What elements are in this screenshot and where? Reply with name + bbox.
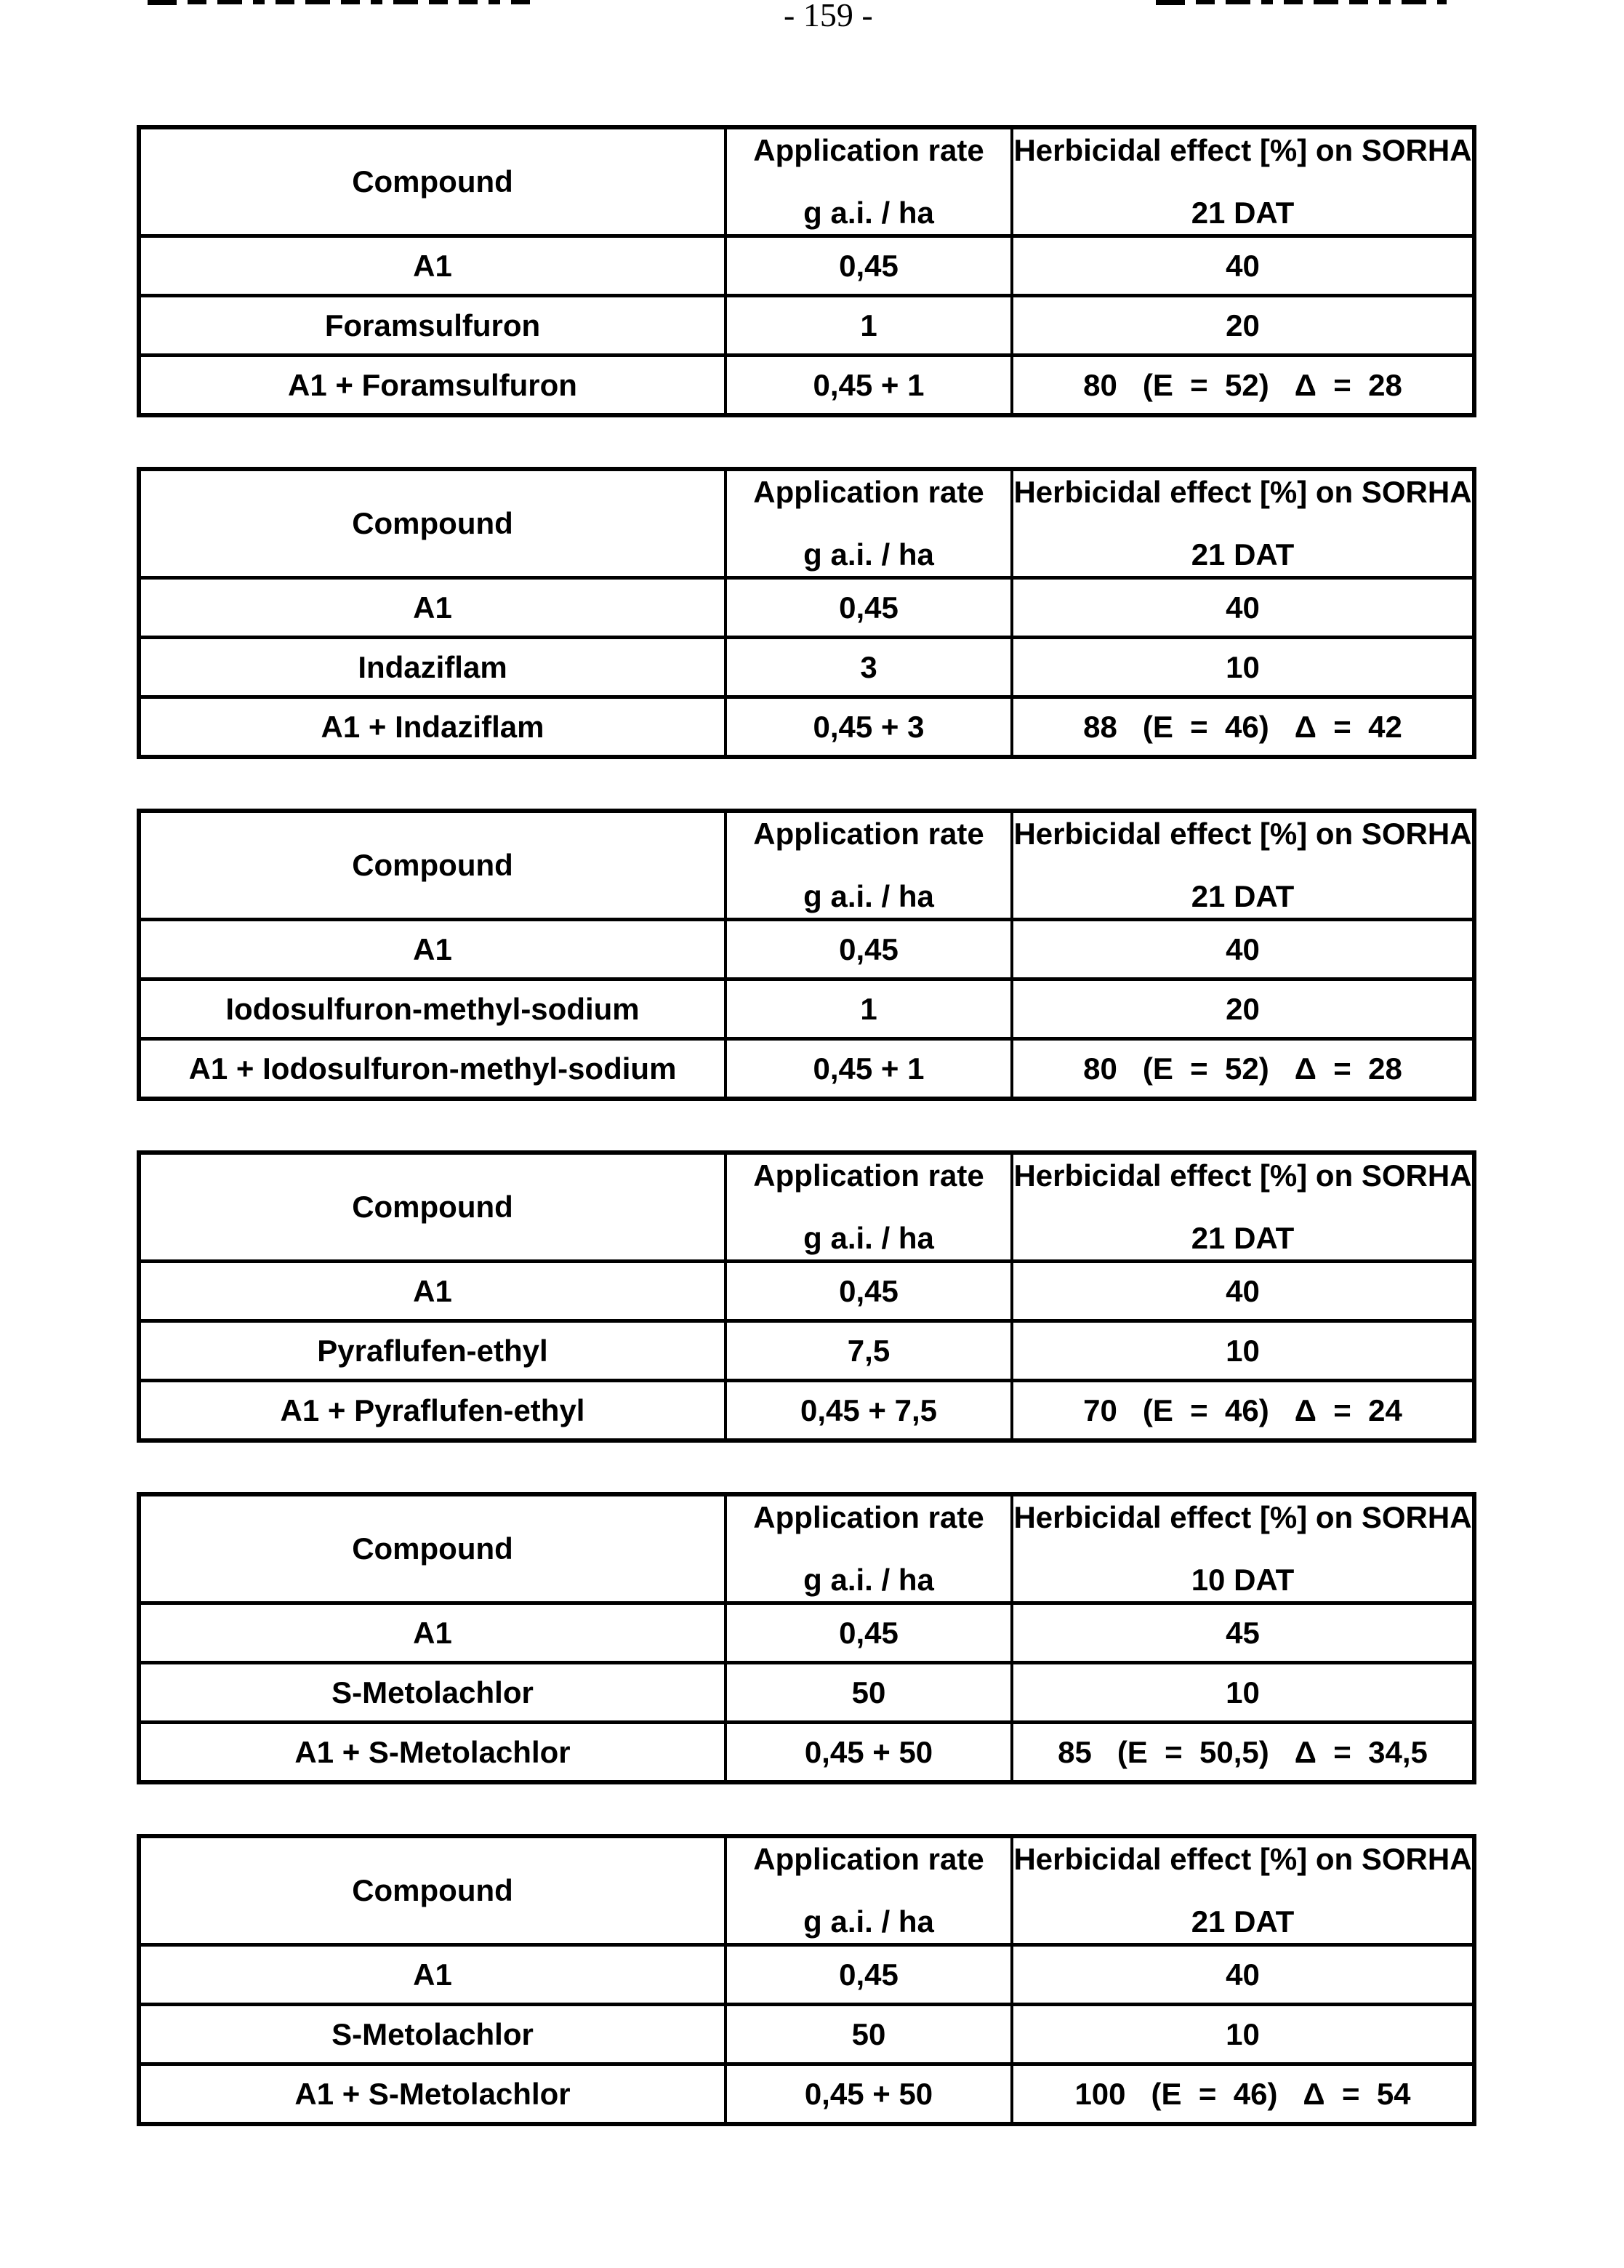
effect-cell: 10 xyxy=(1012,1321,1474,1381)
effect-cell: 10 xyxy=(1012,1663,1474,1723)
rate-cell: 0,45 + 7,5 xyxy=(725,1381,1012,1441)
rate-cell: 0,45 xyxy=(725,578,1012,638)
results-table xyxy=(137,809,1476,1101)
table-header-row xyxy=(139,1836,1474,1945)
compound-cell: A1 xyxy=(139,1945,725,2005)
results-table xyxy=(137,467,1476,759)
compound-header-cell xyxy=(139,1494,725,1603)
dat-label: 10 DAT xyxy=(1191,1563,1295,1597)
rate-cell: 0,45 xyxy=(725,1603,1012,1663)
compound-cell: S-Metolachlor xyxy=(139,2005,725,2064)
table-header-row xyxy=(139,127,1474,236)
table-header-row xyxy=(139,469,1474,578)
table-body xyxy=(139,578,1474,758)
unit-label: g a.i. / ha xyxy=(803,1563,934,1597)
table-row xyxy=(139,979,1474,1039)
herbicidal-effect-label: Herbicidal effect [%] on SORHA xyxy=(1013,133,1472,167)
rate-cell: 0,45 + 50 xyxy=(725,2064,1012,2125)
dat-label: 21 DAT xyxy=(1191,1221,1295,1255)
dat-label: 21 DAT xyxy=(1191,196,1295,230)
application-rate-label: Application rate xyxy=(753,1158,984,1193)
unit-label: g a.i. / ha xyxy=(803,1904,934,1939)
application-rate-label: Application rate xyxy=(753,1500,984,1534)
effect-cell: 40 xyxy=(1012,236,1474,296)
table-body xyxy=(139,1945,1474,2125)
compound-cell: A1 + S-Metolachlor xyxy=(139,2064,725,2125)
application-rate-header-cell xyxy=(725,1494,1012,1603)
table-row xyxy=(139,1603,1474,1663)
table-row xyxy=(139,1723,1474,1783)
table-header xyxy=(139,1836,1474,1945)
compound-header-label: Compound xyxy=(352,848,513,882)
rate-cell: 0,45 xyxy=(725,236,1012,296)
compound-header-label: Compound xyxy=(352,1873,513,1907)
table-body xyxy=(139,1603,1474,1783)
table-header xyxy=(139,469,1474,578)
table-header xyxy=(139,811,1474,920)
table-row xyxy=(139,1039,1474,1099)
table-body xyxy=(139,236,1474,416)
table-row xyxy=(139,1262,1474,1321)
herbicidal-effect-label: Herbicidal effect [%] on SORHA xyxy=(1013,817,1472,851)
unit-label: g a.i. / ha xyxy=(803,196,934,230)
compound-cell: Pyraflufen-ethyl xyxy=(139,1321,725,1381)
results-table xyxy=(137,1150,1476,1443)
results-table xyxy=(137,1492,1476,1784)
effect-cell: 40 xyxy=(1012,920,1474,979)
compound-cell: A1 + Iodosulfuron-methyl-sodium xyxy=(139,1039,725,1099)
application-rate-label: Application rate xyxy=(753,475,984,509)
compound-header-label: Compound xyxy=(352,1190,513,1224)
compound-cell: A1 xyxy=(139,1262,725,1321)
rate-cell: 7,5 xyxy=(725,1321,1012,1381)
compound-cell: A1 + S-Metolachlor xyxy=(139,1723,725,1783)
herbicidal-effect-header-cell xyxy=(1012,469,1474,578)
rate-cell: 0,45 + 1 xyxy=(725,1039,1012,1099)
table-row xyxy=(139,296,1474,356)
rate-cell: 0,45 xyxy=(725,1262,1012,1321)
compound-cell: A1 + Foramsulfuron xyxy=(139,356,725,416)
compound-cell: S-Metolachlor xyxy=(139,1663,725,1723)
table-header xyxy=(139,1153,1474,1262)
effect-cell: 40 xyxy=(1012,1945,1474,2005)
results-table xyxy=(137,125,1476,417)
unit-label: g a.i. / ha xyxy=(803,879,934,913)
effect-cell: 20 xyxy=(1012,979,1474,1039)
table-body xyxy=(139,1262,1474,1441)
herbicidal-effect-header-cell xyxy=(1012,1836,1474,1945)
table-row xyxy=(139,2005,1474,2064)
compound-header-cell xyxy=(139,469,725,578)
effect-cell: 40 xyxy=(1012,578,1474,638)
rate-cell: 1 xyxy=(725,979,1012,1039)
page-number: - 159 - xyxy=(784,0,873,33)
application-rate-header-cell xyxy=(725,469,1012,578)
herbicidal-effect-header-cell xyxy=(1012,1153,1474,1262)
effect-cell: 45 xyxy=(1012,1603,1474,1663)
compound-cell: A1 + Indaziflam xyxy=(139,697,725,758)
application-rate-label: Application rate xyxy=(753,133,984,167)
compound-cell: Iodosulfuron-methyl-sodium xyxy=(139,979,725,1039)
table-row xyxy=(139,356,1474,416)
rate-cell: 50 xyxy=(725,1663,1012,1723)
application-rate-header-cell xyxy=(725,1836,1012,1945)
herbicidal-effect-label: Herbicidal effect [%] on SORHA xyxy=(1013,1842,1472,1876)
table-header-row xyxy=(139,811,1474,920)
effect-cell: 40 xyxy=(1012,1262,1474,1321)
table-row xyxy=(139,2064,1474,2125)
compound-header-label: Compound xyxy=(352,164,513,199)
compound-header-cell xyxy=(139,1153,725,1262)
compound-header-label: Compound xyxy=(352,506,513,540)
table-row xyxy=(139,1381,1474,1441)
unit-label: g a.i. / ha xyxy=(803,1221,934,1255)
table-body xyxy=(139,920,1474,1099)
compound-cell: A1 xyxy=(139,920,725,979)
results-table xyxy=(137,1834,1476,2126)
table-row xyxy=(139,578,1474,638)
table-row xyxy=(139,1945,1474,2005)
herbicidal-effect-label: Herbicidal effect [%] on SORHA xyxy=(1013,1500,1472,1534)
dat-label: 21 DAT xyxy=(1191,1904,1295,1939)
compound-cell: A1 xyxy=(139,236,725,296)
compound-header-cell xyxy=(139,127,725,236)
compound-cell: Indaziflam xyxy=(139,638,725,697)
effect-cell: 10 xyxy=(1012,638,1474,697)
effect-cell: 10 xyxy=(1012,2005,1474,2064)
dat-label: 21 DAT xyxy=(1191,879,1295,913)
rate-cell: 0,45 xyxy=(725,920,1012,979)
rate-cell: 0,45 xyxy=(725,1945,1012,2005)
rate-cell: 50 xyxy=(725,2005,1012,2064)
effect-cell: 70 (E = 46) Δ = 24 xyxy=(1012,1381,1474,1441)
application-rate-header-cell xyxy=(725,1153,1012,1262)
dat-label: 21 DAT xyxy=(1191,537,1295,572)
application-rate-header-cell xyxy=(725,811,1012,920)
compound-header-cell xyxy=(139,811,725,920)
compound-cell: Foramsulfuron xyxy=(139,296,725,356)
rate-cell: 1 xyxy=(725,296,1012,356)
table-row xyxy=(139,236,1474,296)
table-header-row xyxy=(139,1153,1474,1262)
table-header xyxy=(139,1494,1474,1603)
table-header xyxy=(139,127,1474,236)
application-rate-label: Application rate xyxy=(753,817,984,851)
herbicidal-effect-header-cell xyxy=(1012,1494,1474,1603)
rate-cell: 0,45 + 3 xyxy=(725,697,1012,758)
effect-cell: 80 (E = 52) Δ = 28 xyxy=(1012,356,1474,416)
rate-cell: 0,45 + 50 xyxy=(725,1723,1012,1783)
herbicidal-effect-header-cell xyxy=(1012,127,1474,236)
effect-cell: 20 xyxy=(1012,296,1474,356)
rate-cell: 3 xyxy=(725,638,1012,697)
compound-cell: A1 xyxy=(139,578,725,638)
effect-cell: 100 (E = 46) Δ = 54 xyxy=(1012,2064,1474,2125)
table-row xyxy=(139,920,1474,979)
effect-cell: 88 (E = 46) Δ = 42 xyxy=(1012,697,1474,758)
application-rate-label: Application rate xyxy=(753,1842,984,1876)
table-row xyxy=(139,1663,1474,1723)
unit-label: g a.i. / ha xyxy=(803,537,934,572)
effect-cell: 80 (E = 52) Δ = 28 xyxy=(1012,1039,1474,1099)
herbicidal-effect-label: Herbicidal effect [%] on SORHA xyxy=(1013,1158,1472,1193)
effect-cell: 85 (E = 50,5) Δ = 34,5 xyxy=(1012,1723,1474,1783)
compound-cell: A1 xyxy=(139,1603,725,1663)
application-rate-header-cell xyxy=(725,127,1012,236)
compound-cell: A1 + Pyraflufen-ethyl xyxy=(139,1381,725,1441)
herbicidal-effect-header-cell xyxy=(1012,811,1474,920)
rate-cell: 0,45 + 1 xyxy=(725,356,1012,416)
table-row xyxy=(139,638,1474,697)
compound-header-label: Compound xyxy=(352,1531,513,1566)
herbicidal-effect-label: Herbicidal effect [%] on SORHA xyxy=(1013,475,1472,509)
table-row xyxy=(139,1321,1474,1381)
table-row xyxy=(139,697,1474,758)
compound-header-cell xyxy=(139,1836,725,1945)
table-header-row xyxy=(139,1494,1474,1603)
